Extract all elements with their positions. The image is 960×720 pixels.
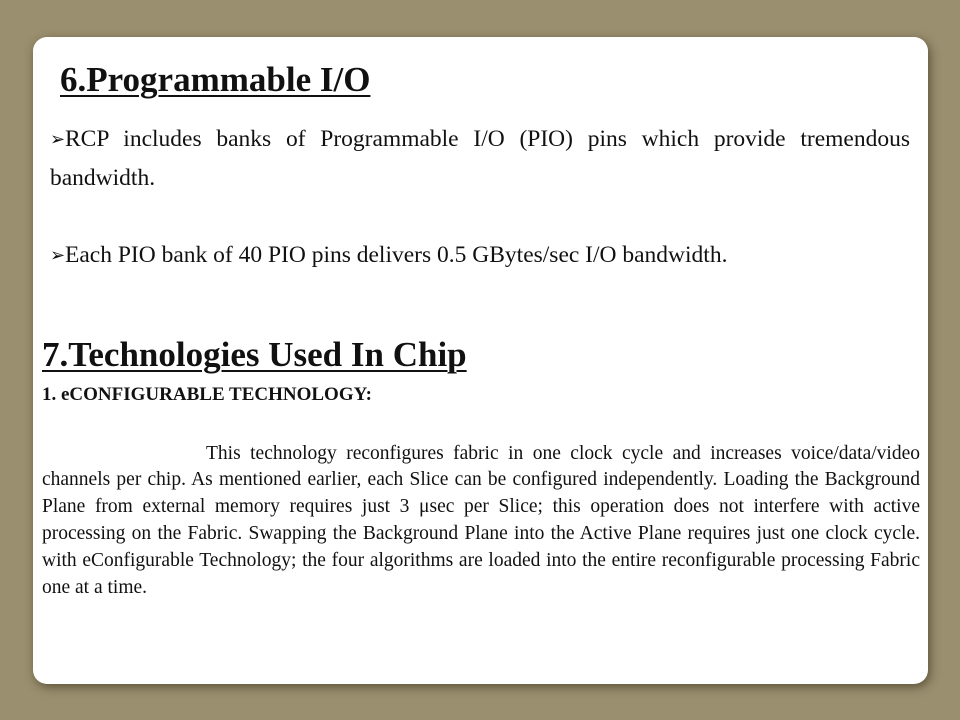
arrow-bullet-icon: ➢	[50, 129, 66, 150]
bullet-item	[50, 120, 910, 197]
subheading-econfigurable: 1. eCONFIGURABLE TECHNOLOGY:	[42, 384, 372, 405]
arrow-bullet-icon: ➢	[50, 245, 66, 266]
section-title-technologies: 7.Technologies Used In Chip	[42, 335, 467, 374]
bullet-text: RCP includes banks of Programmable I/O (PIO) pins which provide tremendous bandwidth.	[50, 126, 910, 191]
bullet-text: Each PIO bank of 40 PIO pins delivers 0.5 GBytes/sec I/O bandwidth.	[65, 242, 728, 268]
bullet-item	[50, 236, 910, 275]
body-paragraph: This technology reconfigures fabric in one clock cycle and increases voice/data/video channels per chip. As mentioned earlier, each Slice can be configured independently. Loading the Background Plane from external memory requires just 3 μsec per Slice; this operation does not interfere with active processing on the Fabric. Swapping the Background Plane into the Active Plane requires just one clock cycle. with eConfigurable Technology; the four algorithms are loaded into the entire reconfigurable processing Fabric one at a time.	[42, 442, 920, 599]
section-title-programmable-io: 6.Programmable I/O	[60, 60, 371, 99]
